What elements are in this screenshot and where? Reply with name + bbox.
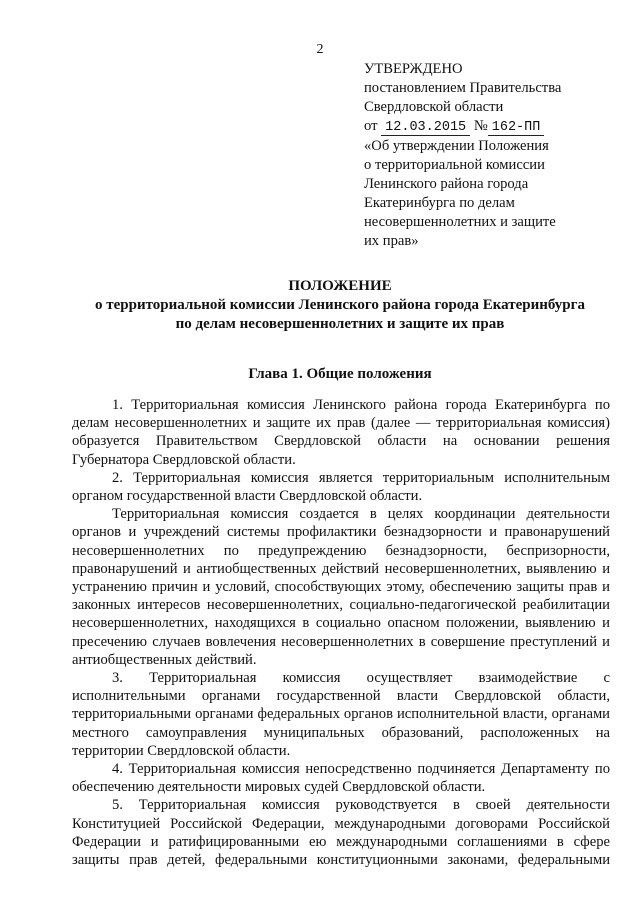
paragraph-4: 4. Территориальная комиссия непосредственно подчиняется Департаменту по обеспечению деятельности мировых судей Свердловской области.: [72, 761, 610, 796]
approval-subject-line: Ленинского района города: [364, 176, 529, 192]
paragraph-3: 3. Территориальная комиссия осуществляет взаимодействие с исполнительными органами государственной власти Свердловской области, территориальными органами федеральных органов исполнительной власти, органами местного самоуправления муниципальных образований, расположенных на территории Свердловской области.: [72, 670, 610, 759]
title-main: ПОЛОЖЕНИЕ: [288, 278, 392, 294]
resolution-date: 12.03.2015: [381, 120, 470, 136]
approval-heading: УТВЕРЖДЕНО: [364, 61, 463, 77]
document-body: [72, 396, 610, 869]
page-number: 2: [316, 42, 324, 57]
title-line-1: о территориальной комиссии Ленинского района города Екатеринбурга: [95, 297, 585, 313]
approval-subject-line: «Об утверждении Положения: [364, 138, 549, 154]
paragraph-2: 2. Территориальная комиссия является территориальным исполнительным органом государственной власти Свердловской области.: [72, 469, 610, 505]
date-prefix: от: [364, 118, 378, 134]
approval-subject-line: Екатеринбурга по делам: [364, 195, 515, 211]
resolution-number: 162-ПП: [488, 120, 545, 136]
approval-subject-line: несовершеннолетних и защите: [364, 214, 556, 230]
chapter-heading: Глава 1. Общие положения: [248, 366, 432, 382]
title-line-2: по делам несовершеннолетних и защите их прав: [175, 316, 505, 332]
approval-region-line: Свердловской области: [364, 99, 504, 115]
document-title: [40, 277, 640, 334]
approval-subject-line: их прав»: [364, 233, 419, 249]
number-prefix: №: [473, 118, 488, 134]
approval-block: [364, 60, 614, 251]
paragraph-5: 5. Территориальная комиссия руководствуется в своей деятельности Конституцией Российской Федерации, международными договорами Российской Федерации и ратифицированными ею международными соглашениями в сфере защиты прав детей, федеральными конституционными законами, федеральными: [72, 797, 610, 869]
paragraph-1: 1. Территориальная комиссия Ленинского района города Екатеринбурга по делам несовершеннолетних и защите их прав (далее — территориальная комиссия) образуется Правительством Свердловской области на основании решения Губернатора Свердловской области.: [72, 397, 610, 468]
approval-subject-line: о территориальной комиссии: [364, 157, 545, 173]
approval-resolution-line: постановлением Правительства: [364, 80, 562, 96]
paragraph-purpose: Территориальная комиссия создается в целях координации деятельности органов и учреждений системы профилактики безнадзорности и правонарушений несовершеннолетних по предупреждению безнадзорности, беспризорности, правонарушений и антиобщественных действий несовершеннолетних, выявлению и устранению причин и условий, способствующих этому, обеспечению защиты прав и законных интересов несовершеннолетних, социально-педагогической реабилитации несовершеннолетних, находящихся в социально опасном положении, выявлению и пресечению случаев вовлечения несовершеннолетних в совершение преступлений и антиобщественных действий.: [72, 506, 610, 668]
approval-date-line: [364, 117, 614, 137]
